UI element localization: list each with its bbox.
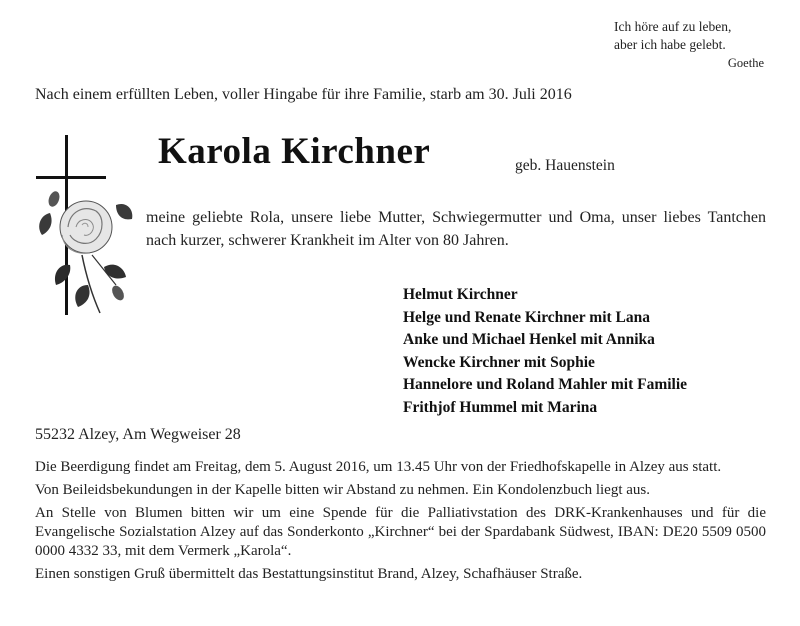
undertaker-note: Einen sonstigen Gruß übermittelt das Bestattungsinstitut Brand, Alzey, Schafhäuser Straße. (35, 566, 583, 582)
mourner-entry: Wencke Kirchner mit Sophie (403, 353, 595, 371)
cross-with-rose-icon (30, 135, 140, 315)
mourners-list (403, 284, 783, 419)
maiden-name: geb. Hauenstein (515, 157, 615, 174)
mourner-entry: Frithjof Hummel mit Marina (403, 398, 598, 416)
mourner-entry: Helge und Renate Kirchner mit Lana (403, 308, 650, 326)
mourner-entry: Anke und Michael Henkel mit Annika (403, 331, 655, 348)
quote-author: Goethe (727, 56, 764, 70)
funeral-notes (35, 458, 766, 588)
funeral-date-note: Die Beerdigung findet am Freitag, dem 5. August 2016, um 13.45 Uhr von der Friedhofskapelle in Alzey aus statt. (35, 459, 722, 475)
mourner-entry: Hannelore und Roland Mahler mit Familie (403, 376, 688, 393)
condolence-note: Von Beileidsbekundungen in der Kapelle bitten wir Abstand zu nehmen. Ein Kondolenzbuch liegt aus. (35, 482, 651, 498)
mourning-address: 55232 Alzey, Am Wegweiser 28 (35, 426, 241, 443)
quote-line-1: Ich höre auf zu leben, (614, 19, 732, 34)
quote-line-2: aber ich habe gelebt. (614, 37, 726, 52)
deceased-description: meine geliebte Rola, unsere liebe Mutter, Schwiegermutter und Oma, unser liebes Tantchen nach kurzer, schwerer Krankheit im Alter von 80 Jahren. (146, 209, 766, 249)
deceased-name: Karola Kirchner (158, 131, 431, 172)
mourner-entry: Helmut Kirchner (403, 286, 518, 303)
intro-text: Nach einem erfüllten Leben, voller Hingabe für ihre Familie, starb am 30. Juli 2016 (35, 86, 572, 103)
goethe-quote (614, 18, 764, 72)
donation-note: An Stelle von Blumen bitten wir um eine Spende für die Palliativstation des DRK-Krankenhauses und für die Evangelische Sozialstation Alzey auf das Sonderkonto „Kirchner“ bei der Spardabank Südwest, IBAN: DE20 5509 0500 0000 4332 33, mit dem Vermerk „Karola“. (35, 505, 766, 559)
